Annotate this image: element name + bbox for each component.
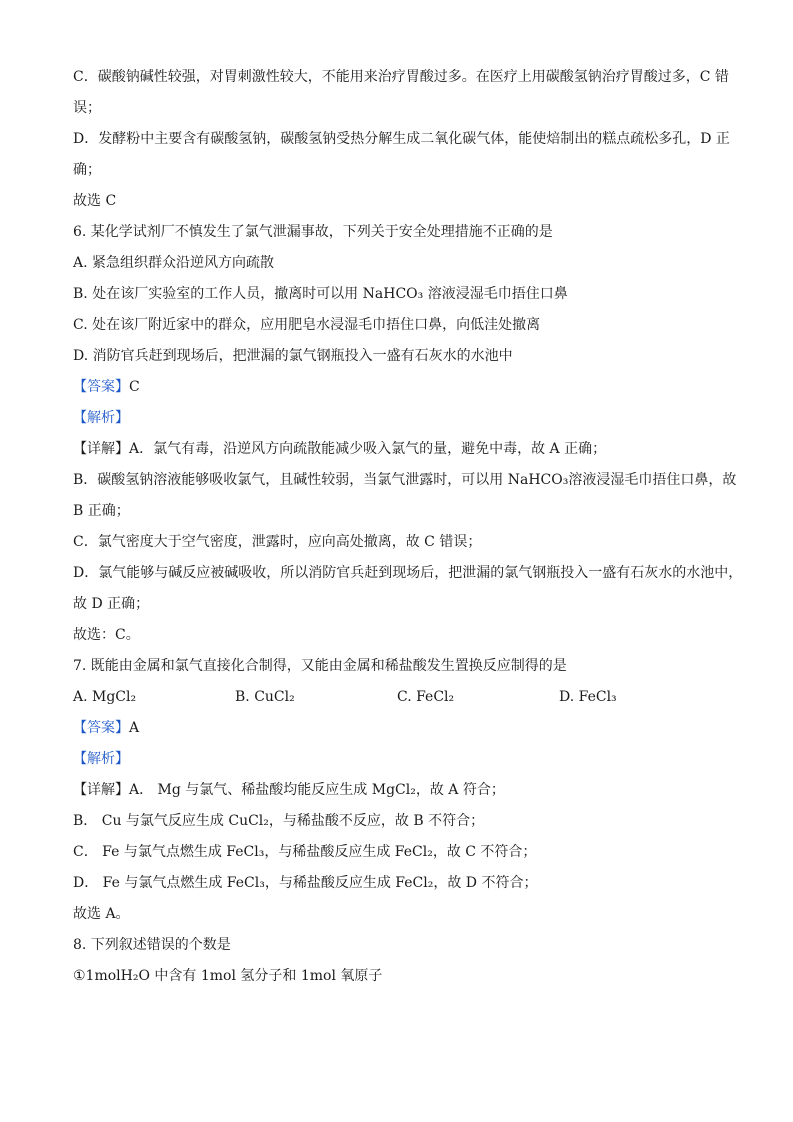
q6-analysis-tag: 【解析】 [73, 410, 129, 426]
q7-options [73, 682, 733, 713]
q6-answer-tag: 【答案】 [73, 379, 129, 395]
q6-option-c: C. 处在该厂附近家中的群众，应用肥皂水浸湿毛巾捂住口鼻，向低洼处撤离 [73, 317, 541, 333]
q5-option-d-line2: 确； [73, 162, 101, 178]
q7-detail-line: C． Fe 与氯气点燃生成 FeCl₃，与稀盐酸反应生成 FeCl₂，故 C 不符合； [73, 844, 537, 860]
q8-item-1: ①1molH₂O 中含有 1mol 氢分子和 1mol 氧原子 [73, 968, 383, 984]
q6-detail-text: A．氯气有毒，沿逆风方向疏散能减少吸入氯气的量，避免中毒，故 A 正确； [129, 441, 607, 457]
q6-stem: 6. 某化学试剂厂不慎发生了氯气泄漏事故，下列关于安全处理措施不正确的是 [73, 224, 553, 240]
q7-detail-tag: 【详解】 [73, 782, 129, 798]
q7-option-b: B. CuCl₂ [235, 689, 295, 705]
q7-answer-value: A [129, 720, 140, 736]
q6-answer [73, 372, 733, 403]
q6-detail-line: D．氯气能够与碱反应被碱吸收，所以消防官兵赶到现场后，把泄漏的氯气钢瓶投入一盛有石灰水的水池中， [73, 565, 743, 581]
q8-stem: 8. 下列叙述错误的个数是 [73, 937, 231, 953]
q6-option-a: A. 紧急组织群众沿逆风方向疏散 [73, 255, 275, 271]
q6-answer-value: C [129, 379, 140, 395]
q6-detail-tag: 【详解】 [73, 441, 129, 457]
q6-option-b: B. 处在该厂实验室的工作人员，撤离时可以用 NaHCO₃ 溶液浸湿毛巾捂住口鼻 [73, 286, 568, 302]
q7-analysis [73, 744, 733, 775]
q7-detail-line: B． Cu 与氯气反应生成 CuCl₂，与稀盐酸不反应，故 B 不符合； [73, 813, 485, 829]
q6-detail-line: C．氯气密度大于空气密度，泄露时，应向高处撤离，故 C 错误； [73, 534, 482, 550]
q7-conclusion: 故选 A。 [73, 906, 130, 922]
q6-option-d: D. 消防官兵赶到现场后，把泄漏的氯气钢瓶投入一盛有石灰水的水池中 [73, 348, 513, 364]
q5-option-c-line2: 误； [73, 100, 101, 116]
q7-detail-text: A． Mg 与氯气、稀盐酸均能反应生成 MgCl₂，故 A 符合； [129, 782, 505, 798]
q5-option-c-line1: C．碳酸钠碱性较强，对胃刺激性较大，不能用来治疗胃酸过多。在医疗上用碳酸氢钠治疗胃酸过多，C 错 [73, 69, 729, 85]
q7-detail-line [73, 775, 733, 806]
q7-option-a: A. MgCl₂ [73, 689, 137, 705]
q7-option-d: D. FeCl₃ [559, 689, 617, 705]
q7-option-c: C. FeCl₂ [397, 689, 455, 705]
q6-detail-line: 故 D 正确； [73, 596, 150, 612]
q6-analysis [73, 403, 733, 434]
q7-stem: 7. 既能由金属和氯气直接化合制得，又能由金属和稀盐酸发生置换反应制得的是 [73, 658, 567, 674]
q7-analysis-tag: 【解析】 [73, 751, 129, 767]
q5-conclusion: 故选 C [73, 193, 117, 209]
document-page [73, 62, 743, 992]
q6-detail-line: B．碳酸氢钠溶液能够吸收氯气，且碱性较弱，当氯气泄露时，可以用 NaHCO₃溶液浸湿毛巾捂住口鼻，故 [73, 472, 737, 488]
q6-detail-line [73, 434, 733, 465]
q5-option-d-line1: D．发酵粉中主要含有碳酸氢钠，碳酸氢钠受热分解生成二氧化碳气体，能使焙制出的糕点疏松多孔，D 正 [73, 131, 730, 147]
q6-detail-line: B 正确； [73, 503, 130, 519]
q6-conclusion: 故选：C。 [73, 627, 140, 643]
q7-detail-line: D． Fe 与氯气点燃生成 FeCl₃，与稀盐酸反应生成 FeCl₂，故 D 不符合； [73, 875, 538, 891]
q7-answer [73, 713, 733, 744]
q7-answer-tag: 【答案】 [73, 720, 129, 736]
